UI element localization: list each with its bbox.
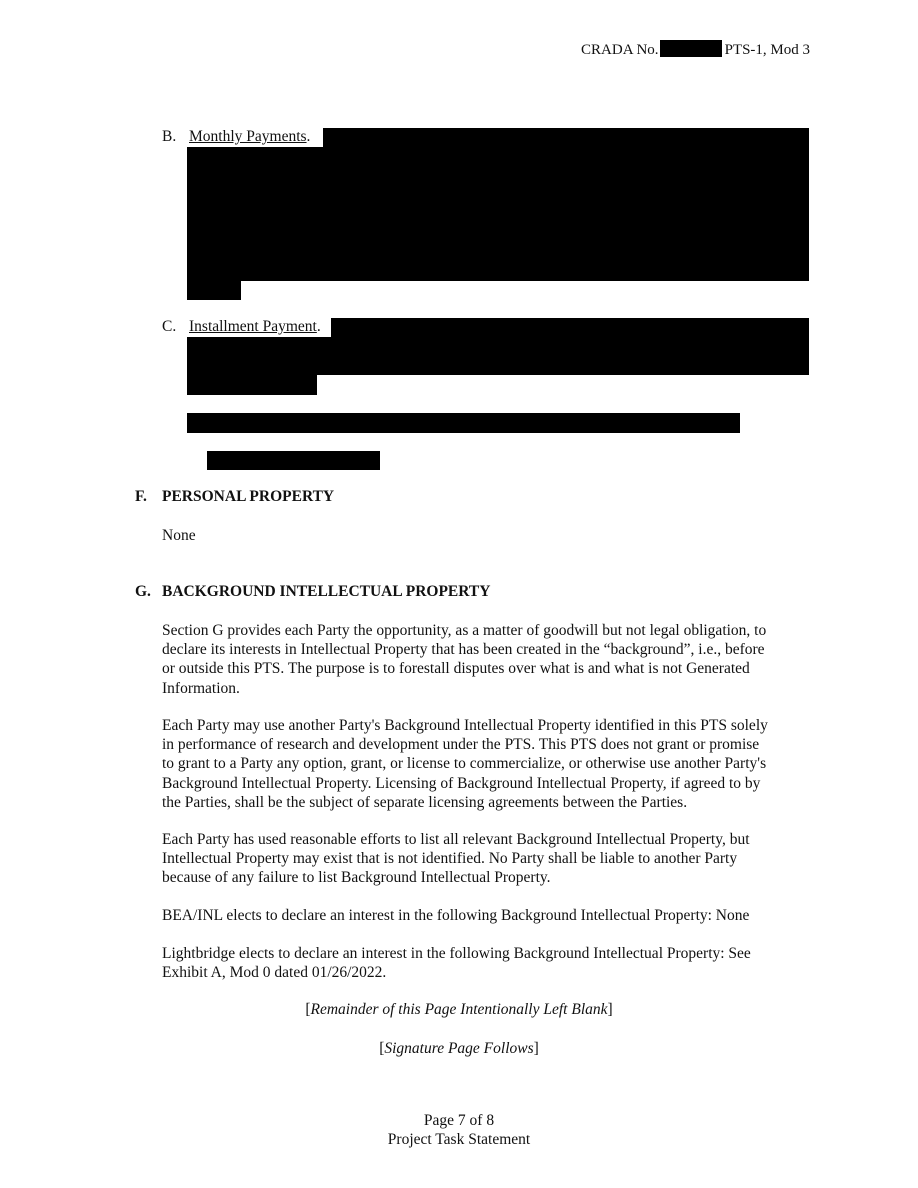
paragraph-line: to grant to a Party any option, grant, or license to commercialize, or otherwise use another Party's — [162, 755, 767, 773]
redaction-block — [187, 413, 740, 433]
paragraph-line: declare its interests in Intellectual Property that has been created in the “background”, i.e., before — [162, 641, 765, 659]
section-f-heading — [135, 488, 334, 506]
redaction-block — [207, 451, 380, 470]
redaction-block — [331, 318, 809, 338]
bracket: [ — [379, 1040, 385, 1057]
section-title: PERSONAL PROPERTY — [162, 488, 335, 505]
paragraph-line: the Parties, shall be the subject of separate licensing agreements between the Parties. — [162, 793, 688, 811]
subsection-title: Installment Payment — [189, 318, 317, 335]
paragraph — [162, 621, 812, 698]
bracket: ] — [607, 1001, 613, 1018]
subsection-c-heading — [162, 318, 176, 336]
redaction-block — [187, 280, 241, 300]
subsection-letter: C. — [162, 318, 177, 335]
paragraph — [162, 716, 812, 812]
section-letter: G. — [135, 583, 151, 600]
title-punct: . — [306, 128, 311, 145]
crada-header — [581, 40, 810, 59]
paragraph-line: Intellectual Property may exist that is not identified. No Party shall be liable to another Party — [162, 850, 738, 868]
section-letter: F. — [135, 488, 147, 505]
crada-label: CRADA No. — [581, 42, 659, 58]
redaction-block — [187, 147, 809, 281]
paragraph-line: in performance of research and development under the PTS. This PTS does not grant or promise — [162, 736, 760, 754]
signature-text: Signature Page Follows — [384, 1040, 534, 1057]
subsection-b-title-wrap — [189, 128, 310, 146]
bracket: ] — [533, 1040, 539, 1057]
paragraph — [162, 830, 812, 888]
redaction-block — [323, 128, 809, 148]
subsection-letter: B. — [162, 128, 177, 145]
crada-pts-label: PTS-1, Mod 3 — [724, 42, 810, 58]
section-g-heading — [135, 583, 490, 601]
paragraph-line: Exhibit A, Mod 0 dated 01/26/2022. — [162, 964, 387, 982]
paragraph — [162, 906, 812, 925]
paragraph — [162, 944, 812, 982]
subsection-b-heading — [162, 128, 176, 146]
redaction-block — [187, 374, 317, 395]
paragraph-line: Each Party may use another Party's Background Intellectual Property identified in this PTS solely — [162, 717, 768, 734]
bracket: [ — [305, 1001, 311, 1018]
paragraph-line: Each Party has used reasonable efforts to list all relevant Background Intellectual Property, but — [162, 831, 750, 848]
paragraph-line: Background Intellectual Property. Licensing of Background Intellectual Property, if agreed to by — [162, 774, 761, 792]
redaction-block — [187, 337, 809, 375]
section-title: BACKGROUND INTELLECTUAL PROPERTY — [162, 583, 491, 600]
paragraph-line: or outside this PTS. The purpose is to forestall disputes over what is and what is not Generated — [162, 660, 750, 678]
paragraph-line: Lightbridge elects to declare an interest in the following Background Intellectual Property: See — [162, 945, 751, 962]
paragraph-line: Information. — [162, 679, 240, 697]
title-punct: . — [316, 318, 321, 335]
signature-follows-note — [0, 1040, 918, 1058]
page-number: Page 7 of 8 — [423, 1112, 495, 1129]
paragraph-line: Section G provides each Party the opportunity, as a matter of goodwill but not legal obligation, to — [162, 622, 767, 639]
subsection-c-title-wrap — [189, 318, 321, 336]
paragraph-line: BEA/INL elects to declare an interest in the following Background Intellectual Property: None — [162, 907, 750, 924]
footer-doc-title: Project Task Statement — [387, 1131, 531, 1148]
subsection-title: Monthly Payments — [189, 128, 307, 145]
paragraph-line: because of any failure to list Background Intellectual Property. — [162, 869, 551, 887]
remainder-text: Remainder of this Page Intentionally Left Blank — [310, 1001, 608, 1018]
remainder-blank-note — [0, 1001, 918, 1019]
redacted-crada-number — [660, 40, 722, 57]
section-f-body: None — [162, 527, 196, 544]
